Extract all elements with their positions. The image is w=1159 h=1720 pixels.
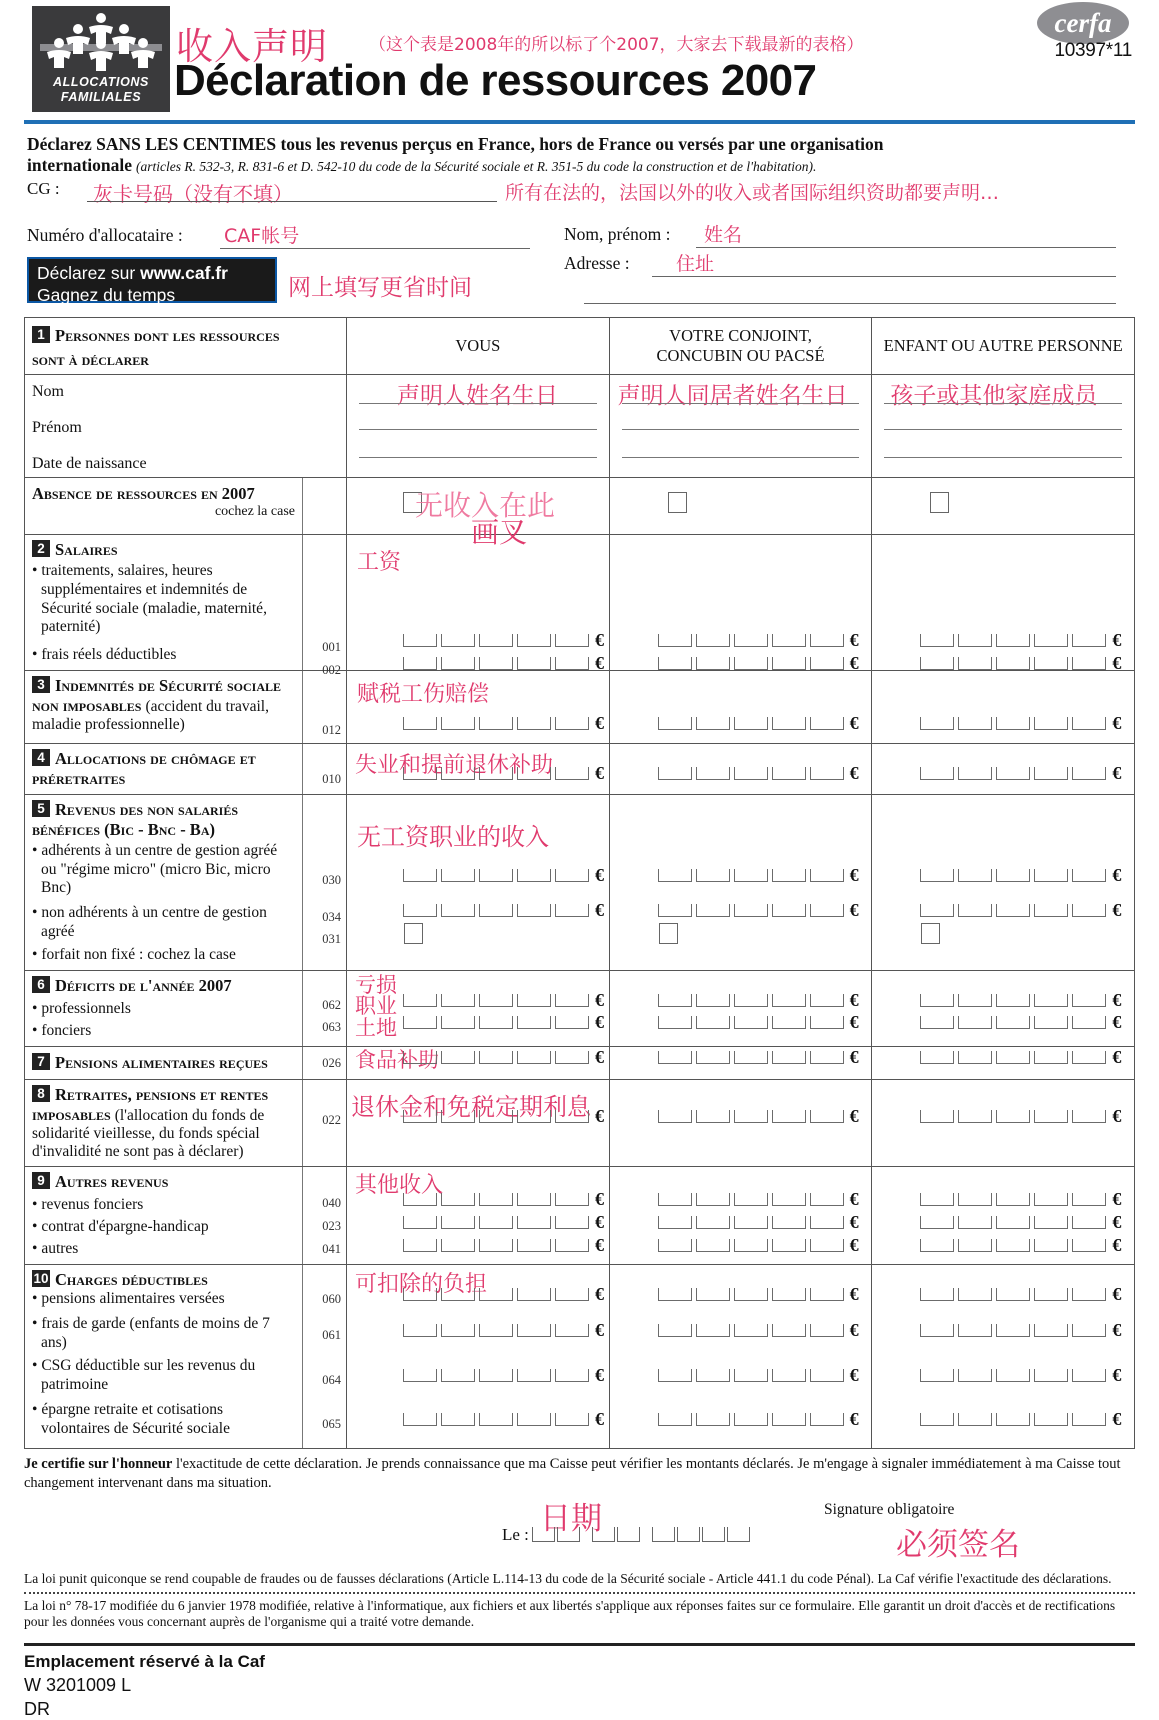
family-figures-icon <box>32 10 170 74</box>
section-5-number: 5 <box>32 800 50 817</box>
section-3-enfant <box>872 671 1134 743</box>
section-6-codes <box>303 971 347 1047</box>
section-1-enfant-lines <box>872 375 1134 467</box>
section-10-row <box>25 1265 1134 1448</box>
address-label: Adresse : <box>564 252 630 273</box>
amount-010-vous[interactable]: € <box>403 766 604 780</box>
section-9-row-3-label: • autres <box>32 1240 295 1259</box>
amount-062-conjoint[interactable]: € <box>658 993 859 1007</box>
section-2-number: 2 <box>32 540 50 557</box>
section-4-codes <box>303 744 347 794</box>
code-026: 026 <box>322 1056 341 1071</box>
section-3-number: 3 <box>32 676 50 693</box>
amount-041-vous[interactable]: € <box>403 1238 604 1252</box>
section-2-row <box>25 535 1134 677</box>
amount-022-conjoint[interactable]: € <box>658 1109 859 1123</box>
section-6-row <box>25 971 1134 1048</box>
section-1-title-line-2: sont à déclarer <box>32 349 149 369</box>
amount-026-conjoint[interactable]: € <box>658 1050 859 1064</box>
allocataire-number-input[interactable] <box>220 248 530 249</box>
code-022: 022 <box>322 1113 341 1128</box>
section-6-vous <box>347 971 610 1047</box>
section-2-annotation: 工资 <box>357 549 402 575</box>
column-header-conjoint <box>610 318 873 374</box>
amount-061-conjoint[interactable]: € <box>658 1323 859 1337</box>
amount-065-enfant[interactable]: € <box>920 1412 1121 1426</box>
column-header-vous <box>347 318 610 374</box>
input-nom-conjoint[interactable] <box>622 403 860 404</box>
form-header <box>24 0 1135 118</box>
section-9-labels <box>25 1167 303 1264</box>
amount-012-conjoint[interactable]: € <box>658 716 859 730</box>
section-2-labels <box>25 535 303 670</box>
amount-041-enfant[interactable]: € <box>920 1238 1121 1252</box>
section-8-enfant <box>872 1080 1134 1166</box>
checkbox-031-enfant[interactable] <box>921 923 940 944</box>
section-4-vous <box>347 744 610 794</box>
caf-website-badge[interactable] <box>27 257 277 306</box>
section-7-codes <box>303 1047 347 1079</box>
section-6-title: Déficits de l'année 2007 <box>55 975 232 995</box>
section-1-enfant-annotation: 孩子或其他家庭成员 <box>890 382 1098 409</box>
section-4-row <box>25 744 1134 795</box>
identity-block <box>24 221 1135 307</box>
section-6-annotation: 亏损 <box>355 972 397 997</box>
section-3-vous <box>347 671 610 743</box>
date-annotation: 日期 <box>540 1500 602 1537</box>
absence-enfant-cell <box>872 478 1134 534</box>
amount-063-enfant[interactable]: € <box>920 1015 1121 1029</box>
section-9-enfant <box>872 1167 1134 1264</box>
section-8-annotation: 退休金和免税定期利息 <box>351 1093 591 1122</box>
amount-022-enfant[interactable]: € <box>920 1109 1121 1123</box>
section-10-row-2-label: • frais de garde (enfants de moins de 7 ans) <box>32 1315 295 1357</box>
code-062: 062 <box>322 997 341 1012</box>
column-header-enfant <box>872 318 1134 374</box>
section-6-enfant <box>872 971 1134 1047</box>
checkbox-031-conjoint[interactable] <box>659 923 678 944</box>
amount-062-enfant[interactable]: € <box>920 993 1121 1007</box>
certification-bold: Je certifie sur l'honneur <box>24 1455 173 1472</box>
input-naissance-conjoint[interactable] <box>622 457 860 458</box>
code-002: 002 <box>322 662 341 677</box>
section-1-conjoint-cell <box>610 375 873 477</box>
cg-chinese-annotation-right: 所有在法的，法国以外的收入或者国际组织资助都要声明… <box>505 181 1000 204</box>
section-4-enfant <box>872 744 1134 794</box>
cg-label: CG : <box>27 178 60 198</box>
code-065: 065 <box>322 1417 341 1432</box>
section-2-row-1-label: • traitements, salaires, heures supplémentaires et indemnités de Sécurité sociale (maladie, maternité, paternité) <box>32 562 295 646</box>
section-9-row <box>25 1167 1134 1265</box>
signature-annotation: 必须签名 <box>896 1526 1020 1563</box>
section-9-title: Autres revenus <box>55 1172 169 1192</box>
amount-022-vous[interactable]: € <box>403 1109 604 1123</box>
absence-vous-cell <box>347 478 610 549</box>
amount-030-conjoint[interactable]: € <box>658 868 859 882</box>
section-3-conjoint <box>610 671 873 743</box>
declaration-table <box>24 317 1135 1449</box>
badge-chinese-annotation: 网上填写更省时间 <box>288 274 472 301</box>
section-10-vous <box>347 1265 610 1448</box>
amount-060-conjoint[interactable]: € <box>658 1287 859 1301</box>
section-7-conjoint <box>610 1047 873 1079</box>
section-10-row-3-label: • CSG déductible sur les revenus du patrimoine <box>32 1357 295 1401</box>
section-2-codes <box>303 535 347 677</box>
section-6-row-1-annotation: 职业 <box>355 993 397 1018</box>
checkbox-031-vous[interactable] <box>404 923 423 944</box>
section-7-labels <box>25 1047 303 1079</box>
section-5-row <box>25 795 1134 971</box>
section-5-title: Revenus des non salariés bénéfices (Bic - Bnc - Ba) <box>32 799 239 839</box>
logo-text <box>53 75 149 106</box>
input-naissance-enfant[interactable] <box>884 457 1122 458</box>
date-input[interactable] <box>532 1527 752 1542</box>
section-10-annotation: 可扣除的负担 <box>355 1272 488 1298</box>
caf-logo <box>32 6 170 112</box>
section-8-conjoint <box>610 1080 873 1166</box>
section-10-labels <box>25 1265 303 1448</box>
section-10-codes <box>303 1265 347 1448</box>
input-prenom-conjoint[interactable] <box>622 429 860 430</box>
section-7-title: Pensions alimentaires reçues <box>55 1053 268 1073</box>
section-5-row-3-label: • forfait non fixé : cochez la case <box>32 946 295 965</box>
section-2-enfant <box>872 535 1134 673</box>
section-5-enfant <box>872 795 1134 970</box>
label-prenom: Prénom <box>32 418 82 436</box>
section-3-title: Indemnités de Sécurité sociale non imposables <box>32 675 282 715</box>
amount-001-conjoint[interactable]: € <box>658 633 859 647</box>
section-3-annotation: 赋税工伤赔偿 <box>357 681 490 707</box>
absence-checkbox-conjoint[interactable] <box>668 492 687 513</box>
section-4-title: Allocations de chômage et préretraites <box>32 748 256 788</box>
label-date-naissance: Date de naissance <box>32 454 147 472</box>
section-9-vous <box>347 1167 610 1264</box>
code-063: 063 <box>322 1019 341 1034</box>
intro-bold-line-2: internationale <box>27 155 132 176</box>
section-8-title: Retraites, pensions et rentes imposables <box>32 1085 269 1125</box>
code-060: 060 <box>322 1292 341 1307</box>
amount-060-enfant[interactable]: € <box>920 1287 1121 1301</box>
code-010: 010 <box>322 771 341 786</box>
reserved-area-label: Emplacement réservé à la Caf <box>24 1652 265 1672</box>
code-001: 001 <box>322 639 341 654</box>
code-064: 064 <box>322 1373 341 1388</box>
section-8-vous <box>347 1080 610 1166</box>
absence-title: Absence de ressources en 2007 <box>32 483 255 503</box>
dr-code: DR <box>24 1699 50 1720</box>
amount-023-conjoint[interactable]: € <box>658 1215 859 1229</box>
section-5-conjoint <box>610 795 873 970</box>
input-nom-vous[interactable] <box>359 403 597 404</box>
section-4-number: 4 <box>32 749 50 766</box>
chinese-title-annotation: 收入声明 <box>176 25 328 68</box>
section-6-row-2-label: • fonciers <box>32 1022 295 1041</box>
amount-062-vous[interactable]: € <box>403 993 604 1007</box>
logo-line-2: FAMILIALES <box>60 90 142 105</box>
section-6-conjoint <box>610 971 873 1047</box>
allocataire-number-annotation: CAF帐号 <box>224 224 300 247</box>
amount-002-conjoint[interactable]: € <box>658 656 859 670</box>
section-1-conjoint-annotation: 声明人同居者姓名生日 <box>617 382 848 409</box>
address-input-line-1[interactable] <box>652 276 1116 277</box>
cg-input-line[interactable] <box>87 201 497 202</box>
code-061: 061 <box>322 1328 341 1343</box>
absence-code-cell <box>303 478 347 534</box>
name-input[interactable] <box>696 247 1116 248</box>
code-040: 040 <box>322 1196 341 1211</box>
section-5-codes <box>303 795 347 970</box>
amount-010-enfant[interactable]: € <box>920 766 1121 780</box>
amount-065-conjoint[interactable]: € <box>658 1412 859 1426</box>
amount-026-enfant[interactable]: € <box>920 1050 1121 1064</box>
section-6-row-1-label: • professionnels <box>32 1000 295 1019</box>
section-8-number: 8 <box>32 1085 50 1102</box>
amount-060-vous[interactable]: € <box>403 1287 604 1301</box>
section-7-annotation: 食品补助 <box>355 1048 439 1073</box>
cerfa-logo: cerfa <box>1037 2 1129 44</box>
section-7-vous <box>347 1047 610 1079</box>
legal-notice-1: La loi punit quiconque se rend coupable de fraudes ou de fausses déclarations (Article L.114-13 du code de la Sécurité sociale - Article 441.1 du code Pénal). La Caf vérifie l'exactitude des déclarations. <box>24 1570 1112 1586</box>
allocataire-number-label: Numéro d'allocataire : <box>27 224 183 245</box>
amount-063-vous[interactable]: € <box>403 1015 604 1029</box>
section-1-vous-cell <box>347 375 610 477</box>
address-input-line-2[interactable] <box>584 303 1116 304</box>
code-041: 041 <box>322 1242 341 1257</box>
amount-034-vous[interactable]: € <box>403 903 604 917</box>
amount-064-vous[interactable]: € <box>403 1368 604 1382</box>
amount-040-vous[interactable]: € <box>403 1192 604 1206</box>
certification-rest: l'exactitude de cette déclaration. Je prends connaissance que ma Caisse peut vérifier les montants déclarés. Je m'engage à signaler immédiatement à ma Caisse tout changement intervenant dans ma situation. <box>24 1455 1121 1491</box>
amount-030-vous[interactable]: € <box>403 868 604 882</box>
section-2-row-2-label: • frais réels déductibles <box>32 646 295 665</box>
signature-label: Signature obligatoire <box>824 1500 955 1518</box>
section-9-row-1-label: • revenus fonciers <box>32 1196 295 1215</box>
badge-url: www.caf.fr <box>140 262 228 283</box>
label-nom: Nom <box>32 382 64 400</box>
section-5-row-1-label: • adhérents à un centre de gestion agréé ou "régime micro" (micro Bic, micro Bnc) <box>32 842 295 904</box>
amount-012-enfant[interactable]: € <box>920 716 1121 730</box>
absence-checkbox-enfant[interactable] <box>930 492 949 513</box>
section-5-annotation: 无工资职业的收入 <box>357 822 549 851</box>
footer-divider <box>24 1643 1135 1646</box>
cg-row <box>27 179 1132 207</box>
section-10-title: Charges déductibles <box>55 1270 208 1290</box>
amount-063-conjoint[interactable]: € <box>658 1015 859 1029</box>
section-7-enfant <box>872 1047 1134 1079</box>
cerfa-form-number: 10397*11 <box>1054 40 1132 61</box>
amount-001-enfant[interactable]: € <box>920 633 1121 647</box>
table-header-row <box>25 318 1134 375</box>
section-3-title-tail: (accident du travail, maladie professionnelle) <box>32 697 269 733</box>
section-2-title: Salaires <box>55 539 118 559</box>
amount-002-enfant[interactable]: € <box>920 656 1121 670</box>
amount-030-enfant[interactable]: € <box>920 868 1121 882</box>
section-1-body-row <box>25 375 1134 478</box>
absence-annotation-line-1: 无收入在此 <box>415 488 556 522</box>
amount-061-enfant[interactable]: € <box>920 1323 1121 1337</box>
section-1-header-cell <box>25 318 347 374</box>
intro-block <box>24 124 1135 207</box>
section-8-labels <box>25 1080 303 1166</box>
section-10-row-1-label: • pensions alimentaires versées <box>32 1290 295 1309</box>
section-5-labels <box>25 795 303 970</box>
code-012: 012 <box>322 722 341 737</box>
section-8-title-tail: (l'allocation du fonds de solidarité vieillesse, du fonds spécial d'invalidité ne sont pas à déclarer) <box>32 1107 265 1161</box>
section-1-vous-lines <box>347 375 609 467</box>
section-3-labels <box>25 671 303 743</box>
section-9-conjoint <box>610 1167 873 1264</box>
section-8-row <box>25 1080 1134 1167</box>
amount-026-vous[interactable]: € <box>403 1050 604 1064</box>
section-6-number: 6 <box>32 976 50 993</box>
amount-002-vous[interactable]: € <box>403 656 604 670</box>
section-4-labels <box>25 744 303 794</box>
amount-064-enfant[interactable]: € <box>920 1368 1121 1382</box>
column-header-enfant-label: ENFANT OU AUTRE PERSONNE <box>883 335 1123 355</box>
section-5-vous <box>347 795 610 970</box>
input-naissance-vous[interactable] <box>359 457 597 458</box>
code-034: 034 <box>322 909 341 924</box>
intro-bold-line-1: Déclarez SANS LES CENTIMES tous les revenus perçus en France, hors de France ou versés par une organisation <box>27 134 884 154</box>
section-10-conjoint <box>610 1265 873 1448</box>
column-header-conjoint-line-1: VOTRE CONJOINT, <box>669 325 812 345</box>
section-9-number: 9 <box>32 1172 50 1189</box>
amount-041-conjoint[interactable]: € <box>658 1238 859 1252</box>
amount-023-enfant[interactable]: € <box>920 1215 1121 1229</box>
input-prenom-vous[interactable] <box>359 429 597 430</box>
section-9-annotation: 其他收入 <box>355 1173 444 1199</box>
section-10-number: 10 <box>33 1271 49 1287</box>
intro-legal-refs: (articles R. 532-3, R. 831-6 et D. 542-10 du code de la Sécurité sociale et R. 351-5 du code la construction et de l'habitation). <box>136 159 817 175</box>
section-3-row <box>25 671 1134 744</box>
legal-notice-2: La loi n° 78-17 modifiée du 6 janvier 1978 modifiée, relative à l'informatique, aux fichiers et aux libertés s'applique aux réponses faites sur ce formulaire. Elle garantit un droit d'accès et de rectifications pour les données vous concernant auprès de l'organisme qui a traité votre demande. <box>24 1597 1116 1630</box>
section-1-enfant-cell <box>872 375 1134 477</box>
signature-row <box>24 1493 1135 1563</box>
amount-061-vous[interactable]: € <box>403 1323 604 1337</box>
section-1-vous-annotation: 声明人姓名生日 <box>397 382 558 409</box>
amount-065-vous[interactable]: € <box>403 1412 604 1426</box>
section-2-conjoint <box>610 535 873 673</box>
section-7-number: 7 <box>32 1053 50 1070</box>
amount-023-vous[interactable]: € <box>403 1215 604 1229</box>
code-030: 030 <box>322 872 341 887</box>
section-1-conjoint-lines <box>610 375 872 467</box>
section-10-enfant <box>872 1265 1134 1448</box>
logo-line-1: ALLOCATIONS <box>53 74 149 89</box>
amount-064-conjoint[interactable]: € <box>658 1368 859 1382</box>
section-4-annotation: 失业和提前退休补助 <box>355 752 554 778</box>
column-header-conjoint-line-2: CONCUBIN OU PACSÉ <box>656 345 825 365</box>
absence-conjoint-cell <box>610 478 873 534</box>
page-title: Déclaration de ressources 2007 <box>174 56 817 105</box>
section-6-row-2-annotation: 土地 <box>355 1015 397 1040</box>
section-6-labels <box>25 971 303 1047</box>
amount-012-vous[interactable]: € <box>403 716 604 730</box>
legal-divider <box>24 1592 1135 1594</box>
absence-label-cell <box>25 478 303 534</box>
section-10-row-4-label: • épargne retraite et cotisations volontaires de Sécurité sociale <box>32 1401 295 1443</box>
amount-001-vous[interactable]: € <box>403 633 604 647</box>
column-header-vous-label: VOUS <box>455 335 501 355</box>
section-2-vous <box>347 535 610 673</box>
section-1-title-line-1: Personnes dont les ressources <box>55 325 280 345</box>
section-1-field-labels <box>25 375 347 477</box>
reference-code: W 3201009 L <box>24 1675 132 1696</box>
amount-040-conjoint[interactable]: € <box>658 1192 859 1206</box>
absence-sub: cochez la case <box>214 503 295 519</box>
input-prenom-enfant[interactable] <box>884 429 1122 430</box>
absence-annotation-line-2: 画叉 <box>471 515 528 549</box>
section-9-row-2-label: • contrat d'épargne-handicap <box>32 1218 295 1237</box>
section-4-conjoint <box>610 744 873 794</box>
address-annotation: 住址 <box>676 252 715 275</box>
section-7-row <box>25 1047 1134 1080</box>
badge-line-1-prefix: Déclarez sur <box>37 262 141 283</box>
amount-040-enfant[interactable]: € <box>920 1192 1121 1206</box>
date-label: Le : <box>502 1524 529 1544</box>
amount-010-conjoint[interactable]: € <box>658 766 859 780</box>
code-031: 031 <box>322 931 341 946</box>
chinese-note-annotation: （这个表是2008年的所以标了个2007，大家去下载最新的表格） <box>369 35 864 55</box>
amount-034-conjoint[interactable]: € <box>658 903 859 917</box>
code-023: 023 <box>322 1219 341 1234</box>
section-8-codes <box>303 1080 347 1166</box>
section-9-codes <box>303 1167 347 1264</box>
name-label: Nom, prénom : <box>564 223 671 244</box>
section-number-badge: 1 <box>32 326 50 343</box>
name-annotation: 姓名 <box>704 223 743 246</box>
amount-034-enfant[interactable]: € <box>920 903 1121 917</box>
badge-line-2: Gagnez du temps <box>37 285 176 306</box>
input-nom-enfant[interactable] <box>884 403 1122 404</box>
certification-text <box>24 1455 1135 1493</box>
section-5-row-2-label: • non adhérents à un centre de gestion agréé <box>32 904 295 946</box>
section-3-codes <box>303 671 347 743</box>
cg-chinese-annotation: 灰卡号码（没有不填） <box>93 181 293 206</box>
